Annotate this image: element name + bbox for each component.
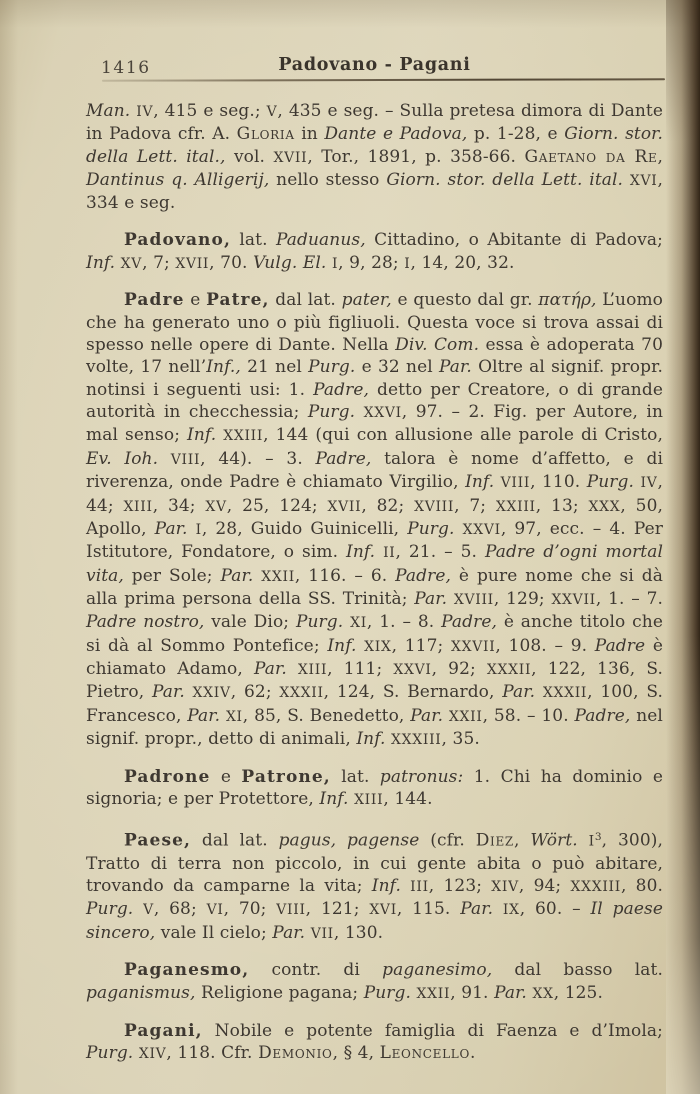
entry-padrone: Padrone e Patrone, lat. patronus: 1. Chi ha dominio e signoria; e per Protettore, Inf. XIII, 144.	[86, 766, 664, 810]
running-title: Padovano - Pagani	[278, 55, 471, 75]
entry-padre: Padre e Patre, dal lat. pater, e questo dal gr. πατήρ, L’uomo che ha generato uno o più figliuoli. Questa voce si trova assai di spesso nelle opere di Dante. Nella Div. Com. essa è adoperata 70 volte, 17 nell’Inf., 21 nel Purg. e 32 nel Par. Oltre al signif. propr. notinsi i seguenti usi: 1. Padre, detto per Creatore, o di grande autorità in checchessia; Purg. XXVI, 97. – 2. Fig. per Autore, in mal senso; Inf. XXIII, 144 (qui con allusione alle parole di Cristo, Ev. Ioh. VIII, 44). – 3. Padre, talora è nome d’affetto, e di riverenza, onde Padre è chiamato Virgilio, Inf. VIII, 110. Purg. IV, 44; XIII, 34; XV, 25, 124; XVII, 82; XVIII, 7; XXIII, 13; XXX, 50, Apollo, Par. I, 28, Guido Guinicelli, Purg. XXVI, 97, ecc. – 4. Per Istitutore, Fondatore, o sim. Inf. II, 21. – 5. Padre d’ogni mortal vita, per Sole; Par. XXII, 116. – 6. Padre, è pure nome che si dà alla prima persona della SS. Trinità; Par. XVIII, 129; XXVII, 1. – 7. Padre nostro, vale Dio; Purg. XI, 1. – 8. Padre, è anche titolo che si dà al Sommo Pontefice; Inf. XIX, 117; XXVII, 108. – 9. Padre è chiamato Adamo, Par. XIII, 111; XXVI, 92; XXXII, 122, 136, S. Pietro, Par. XXIV, 62; XXXII, 124, S. Bernardo, Par. XXXII, 100, S. Francesco, Par. XI, 85, S. Benedetto, Par. XXII, 58. – 10. Padre, nel signif. propr., detto di animali, Inf. XXXIII, 35.	[86, 290, 664, 749]
entry-paese: Paese, dal lat. pagus, pagense (cfr. Diez, Wört. $I^3$, 300), Tratto di terra non piccolo, in cui gente abita o può abitare, trovando da camparne la vita; Inf. III, 123; XIV, 94; XXXIII, 80. Purg. V, 68; VI, 70; VIII, 121; XVI, 115. Par. IX, 60. – Il paese sincero, vale Il cielo; Par. VII, 130.	[86, 830, 663, 943]
page-left-edge-shading	[0, 0, 18, 1094]
entry-pagani: Pagani, Nobile e potente famiglia di Faenza e d’Imola; Purg. XIV, 118. Cfr. Demonio, § 4, Leoncello.	[86, 1020, 663, 1063]
page-number: 1416	[101, 58, 151, 78]
entry-man-continuation: Man. IV, 415 e seg.; V, 435 e seg. – Sulla pretesa dimora di Dante in Padova cfr. A. Gloria in Dante e Padova, p. 1-28, e Giorn. stor. della Lett. ital., vol. XVII, Tor., 1891, p. 358-66. Gaetano da Re, Dantinus q. Alligerij, nello stesso Giorn. stor. della Lett. ital. XVI, 334 e seg.	[86, 101, 664, 214]
entry-padovano: Padovano, lat. Paduanus, Cittadino, o Abitante di Padova; Inf. XV, 7; XVII, 70. Vulg. El. I, 9, 28; I, 14, 20, 32.	[86, 230, 663, 273]
header-rule	[102, 78, 665, 81]
page-edge-shadow-vertical	[666, 0, 700, 1094]
text-block	[86, 100, 663, 1065]
entry-paganesmo: Paganesmo, contr. di paganesimo, dal basso lat. paganismus, Religione pagana; Purg. XXII, 91. Par. XX, 125.	[86, 960, 663, 1003]
